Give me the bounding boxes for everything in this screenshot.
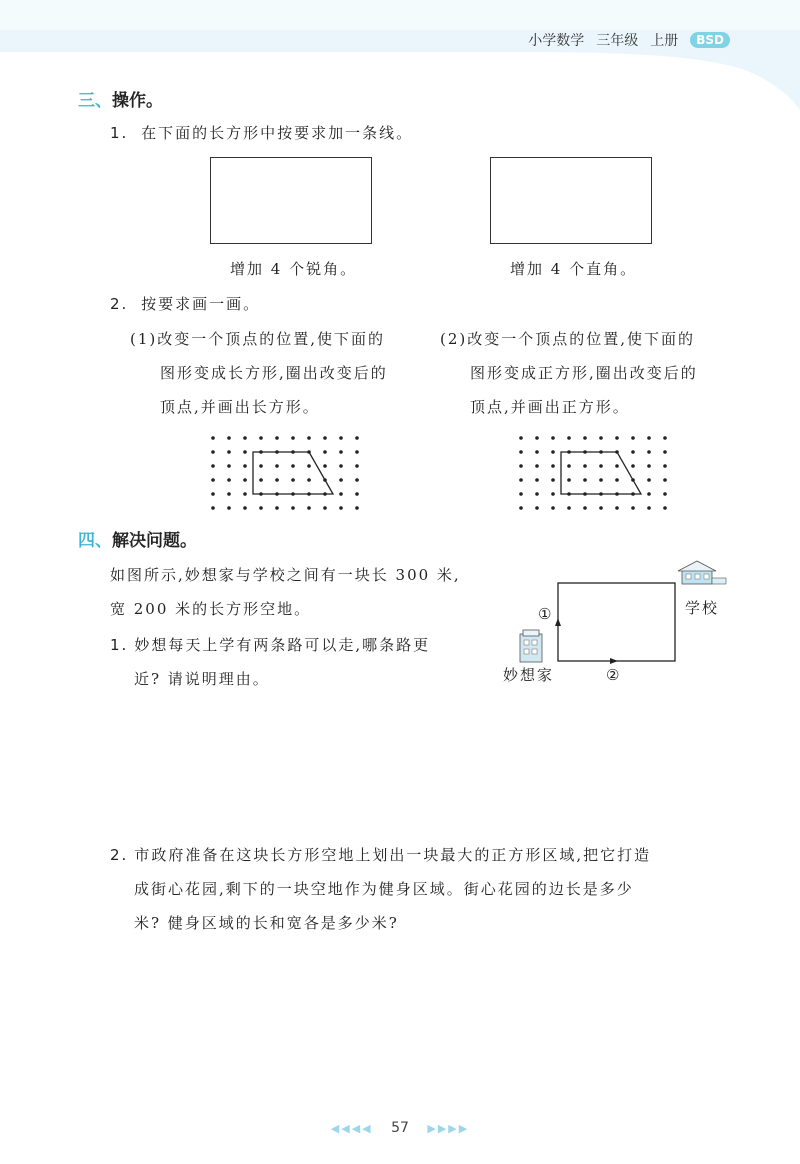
school-label: 学校: [685, 599, 720, 617]
grid-dot[interactable]: [663, 464, 667, 468]
grid-dot[interactable]: [567, 464, 571, 468]
grid-dot[interactable]: [583, 506, 587, 510]
question-number: 1.: [110, 636, 129, 654]
section-4-heading: [78, 526, 197, 551]
grid-dot[interactable]: [355, 450, 359, 454]
grid-dot[interactable]: [631, 464, 635, 468]
grid-dot[interactable]: [243, 464, 247, 468]
grid-dot[interactable]: [551, 506, 555, 510]
grid-dot[interactable]: [243, 450, 247, 454]
grid-dot[interactable]: [259, 506, 263, 510]
grid-dot[interactable]: [227, 478, 231, 482]
grid-dot[interactable]: [519, 492, 523, 496]
question-number: 2.: [110, 846, 129, 864]
grid-dot[interactable]: [663, 450, 667, 454]
grid-dot[interactable]: [663, 492, 667, 496]
intro-line: 如图所示,妙想家与学校之间有一块长 300 米,: [110, 566, 461, 584]
grid-dot[interactable]: [339, 492, 343, 496]
question-3-2: [110, 287, 260, 321]
grid-dot[interactable]: [583, 436, 587, 440]
question-text: 在下面的长方形中按要求加一条线。: [141, 124, 414, 142]
grid-dot[interactable]: [355, 464, 359, 468]
home-icon: [520, 630, 542, 662]
grid-dot[interactable]: [243, 478, 247, 482]
grid-dot[interactable]: [355, 506, 359, 510]
grid-dot[interactable]: [323, 464, 327, 468]
grid-dot[interactable]: [519, 506, 523, 510]
grid-dot[interactable]: [567, 436, 571, 440]
grid-dot[interactable]: [663, 436, 667, 440]
grid-dot[interactable]: [535, 436, 539, 440]
grid-dot[interactable]: [211, 464, 215, 468]
empty-lot-rectangle: [558, 583, 675, 661]
grid-dot[interactable]: [551, 436, 555, 440]
intro-line: 宽 200 米的长方形空地。: [110, 600, 312, 618]
grid-dot[interactable]: [323, 436, 327, 440]
section-3-heading: [78, 86, 163, 111]
grid-dot[interactable]: [535, 506, 539, 510]
route-1-arrow: [555, 618, 561, 626]
grid-dot[interactable]: [307, 506, 311, 510]
footer-left-arrows: ◀◀◀◀: [330, 1122, 373, 1135]
route-2-marker: ②: [606, 666, 620, 684]
grid-dot[interactable]: [663, 506, 667, 510]
grid-dot[interactable]: [259, 436, 263, 440]
question-4-1: [110, 628, 500, 696]
grid-dot[interactable]: [519, 450, 523, 454]
grid-dot[interactable]: [259, 464, 263, 468]
grid-dot[interactable]: [551, 478, 555, 482]
grid-dot[interactable]: [339, 450, 343, 454]
grid-dot[interactable]: [211, 506, 215, 510]
trapezoid-shape: [253, 452, 333, 494]
question-number: 2.: [110, 295, 129, 313]
grid-dot[interactable]: [307, 464, 311, 468]
home-label: 妙想家: [503, 666, 555, 684]
grid-dot[interactable]: [243, 506, 247, 510]
subquestion-line: 顶点,并画出长方形。: [160, 398, 320, 416]
grid-dot[interactable]: [583, 478, 587, 482]
grid-dot[interactable]: [663, 478, 667, 482]
question-text: 按要求画一画。: [141, 295, 261, 313]
grid-dot[interactable]: [567, 478, 571, 482]
grid-dot[interactable]: [339, 478, 343, 482]
route-1-marker: ①: [538, 605, 552, 623]
caption-acute-angles: 增加 4 个锐角。: [230, 260, 358, 278]
grid-dot[interactable]: [275, 478, 279, 482]
grid-dot[interactable]: [275, 436, 279, 440]
grid-dot[interactable]: [647, 506, 651, 510]
grid-dot[interactable]: [355, 436, 359, 440]
grid-dot[interactable]: [519, 464, 523, 468]
grid-dot[interactable]: [647, 450, 651, 454]
grid-dot[interactable]: [275, 464, 279, 468]
grid-dot[interactable]: [291, 506, 295, 510]
grid-dot[interactable]: [339, 506, 343, 510]
grid-dot[interactable]: [631, 436, 635, 440]
school-icon: [678, 561, 726, 584]
grid-dot[interactable]: [551, 464, 555, 468]
grid-dot[interactable]: [211, 436, 215, 440]
grid-dot[interactable]: [615, 506, 619, 510]
subquestion-line: 顶点,并画出正方形。: [470, 398, 630, 416]
grid-dot[interactable]: [631, 450, 635, 454]
grid-dot[interactable]: [519, 436, 523, 440]
grid-dot[interactable]: [535, 464, 539, 468]
grid-dot[interactable]: [615, 464, 619, 468]
grid-dot[interactable]: [243, 436, 247, 440]
grid-dot[interactable]: [227, 436, 231, 440]
section-4-number: 四、: [78, 531, 112, 551]
grid-dot[interactable]: [227, 450, 231, 454]
question-line: 米? 健身区域的长和宽各是多少米?: [134, 914, 399, 932]
grid-dot[interactable]: [535, 478, 539, 482]
grid-dot[interactable]: [275, 506, 279, 510]
page-number: 57: [391, 1120, 409, 1136]
trapezoid-shape: [561, 452, 641, 494]
grid-dot[interactable]: [291, 464, 295, 468]
question-line: 市政府准备在这块长方形空地上划出一块最大的正方形区域,把它打造: [134, 846, 652, 864]
edition-badge: BSD: [690, 32, 730, 48]
grid-dot[interactable]: [647, 464, 651, 468]
subquestion-line: 图形变成正方形,圈出改变后的: [470, 364, 698, 382]
question-line: 妙想每天上学有两条路可以走,哪条路更: [134, 636, 431, 654]
grid-dot[interactable]: [647, 478, 651, 482]
grid-dot[interactable]: [583, 464, 587, 468]
grid-dot[interactable]: [551, 492, 555, 496]
question-3-1: [110, 116, 413, 150]
question-4-2: [110, 838, 750, 940]
grid-dot[interactable]: [307, 436, 311, 440]
subquestion-right: [440, 322, 740, 424]
volume-label: 上册: [650, 33, 679, 49]
grid-dot[interactable]: [599, 478, 603, 482]
grid-dot[interactable]: [599, 506, 603, 510]
rectangle-right-angles[interactable]: [490, 157, 652, 244]
grid-dot[interactable]: [227, 492, 231, 496]
question-line: 成街心花园,剩下的一块空地作为健身区域。街心花园的边长是多少: [134, 880, 634, 898]
grid-dot[interactable]: [243, 492, 247, 496]
dot-grid-left[interactable]: [205, 430, 380, 520]
grid-dot[interactable]: [211, 478, 215, 482]
subquestion-line: 图形变成长方形,圈出改变后的: [160, 364, 388, 382]
grid-dot[interactable]: [339, 436, 343, 440]
grid-dot[interactable]: [227, 506, 231, 510]
subquestion-line: (1)改变一个顶点的位置,使下面的: [130, 330, 386, 348]
grid-dot[interactable]: [291, 436, 295, 440]
grid-dot[interactable]: [211, 450, 215, 454]
footer-right-arrows: ▶▶▶▶: [427, 1122, 470, 1135]
grid-dot[interactable]: [323, 506, 327, 510]
subquestion-line: (2)改变一个顶点的位置,使下面的: [440, 330, 696, 348]
question-number: 1.: [110, 124, 129, 142]
problem-intro: [110, 558, 510, 626]
grid-dot[interactable]: [291, 478, 295, 482]
book-header: [528, 30, 730, 50]
grid-dot[interactable]: [647, 436, 651, 440]
subject-label: 小学数学: [528, 33, 585, 49]
grade-label: 三年级: [596, 33, 639, 49]
rectangle-acute-angles[interactable]: [210, 157, 372, 244]
grid-dot[interactable]: [259, 478, 263, 482]
grid-dot[interactable]: [615, 436, 619, 440]
grid-dot[interactable]: [519, 478, 523, 482]
grid-dot[interactable]: [631, 506, 635, 510]
route-2-arrow: [610, 658, 618, 664]
grid-dot[interactable]: [339, 464, 343, 468]
grid-dot[interactable]: [599, 436, 603, 440]
subquestion-left: [130, 322, 430, 424]
grid-dot[interactable]: [535, 492, 539, 496]
grid-dot[interactable]: [615, 478, 619, 482]
grid-dot[interactable]: [567, 506, 571, 510]
grid-dot[interactable]: [599, 464, 603, 468]
grid-dot[interactable]: [227, 464, 231, 468]
grid-dot[interactable]: [551, 450, 555, 454]
page-footer: [0, 1120, 800, 1136]
question-line: 近? 请说明理由。: [134, 670, 270, 688]
section-4-title: 解决问题。: [112, 531, 197, 551]
grid-dot[interactable]: [647, 492, 651, 496]
grid-dot[interactable]: [307, 478, 311, 482]
section-3-title: 操作。: [112, 91, 163, 111]
section-3-number: 三、: [78, 91, 112, 111]
grid-dot[interactable]: [355, 492, 359, 496]
grid-dot[interactable]: [355, 478, 359, 482]
grid-dot[interactable]: [323, 450, 327, 454]
grid-dot[interactable]: [211, 492, 215, 496]
grid-dot[interactable]: [535, 450, 539, 454]
dot-grid-right[interactable]: [513, 430, 688, 520]
caption-right-angles: 增加 4 个直角。: [510, 260, 638, 278]
